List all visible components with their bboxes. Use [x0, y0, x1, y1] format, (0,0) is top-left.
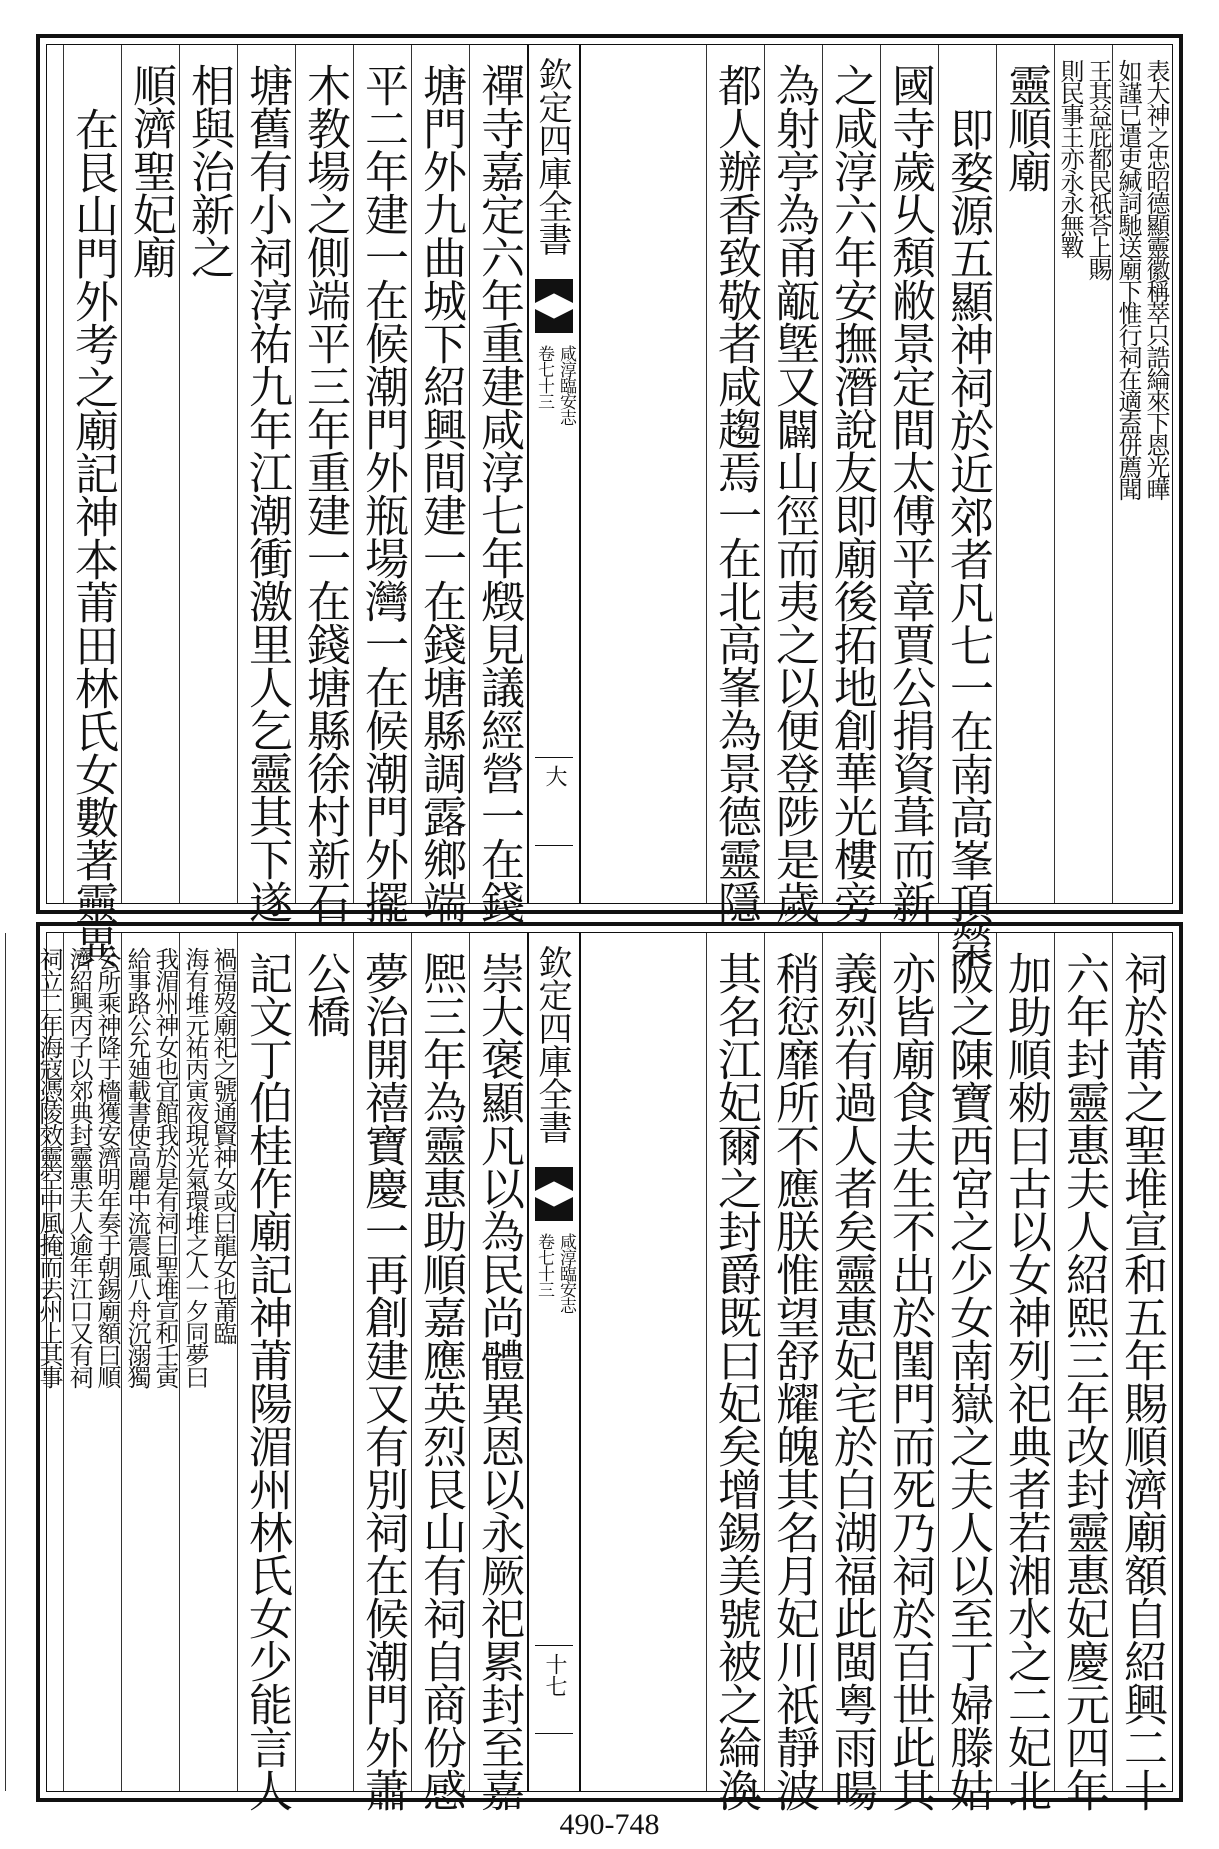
annotation-line: 王其益庇都民祇荅上賜: [1084, 59, 1112, 279]
text-column: [1112, 45, 1170, 903]
text-line: 祠於莆之聖堆宣和五年賜順濟廟額自紹興二十: [1116, 951, 1167, 1811]
text-column: [996, 45, 1054, 903]
text-line: 為射亭為甬甋墍又闢山徑而夷之以便登陟是歲: [768, 63, 819, 923]
top-page-inner-border: [46, 44, 1173, 967]
bottom-page-frame: [35, 922, 1183, 1811]
text-line: 其名江妃爾之封爵既曰妃矣增錫美號被之綸渙: [710, 951, 761, 1811]
annotation-line: 禍福歿廟祀之號通賢神女或曰龍女也莆臨: [209, 947, 237, 1343]
text-column: [179, 933, 237, 1791]
text-line: 稍愆靡所不應朕惟望舒耀魄其名月妃川祇靜波: [768, 951, 819, 1811]
text-column: [469, 45, 527, 923]
text-line: 六年封靈惠夫人紹熙三年改封靈惠妃慶元四年: [1058, 951, 1109, 1811]
fish-tail-mark-icon: [535, 279, 573, 303]
text-line: 即婺源五顯神祠於近郊者凡七一在南高峯頂榮: [942, 107, 993, 967]
text-line: 加助順勑曰古以女神列祀典者若湘水之二妃北: [1000, 951, 1051, 1811]
book-title: 欽定四庫全書: [532, 945, 572, 1143]
text-column: [295, 933, 353, 1791]
bottom-page-inner-border: [35, 932, 1173, 1811]
text-column: [1112, 933, 1170, 1811]
text-column: [63, 45, 121, 967]
text-line: 都人辦香致敬者咸趨焉一在北高峯為景德靈隱: [710, 63, 761, 923]
text-column: [469, 933, 527, 1811]
volume-title: 咸淳臨安志: [556, 345, 576, 425]
volume-title: 咸淳臨安志: [556, 1233, 576, 1313]
text-column: [121, 933, 179, 1791]
text-column: [1054, 45, 1112, 903]
text-line: 阪之陳寶西宮之少女南嶽之夫人以至丁婦滕姑: [942, 951, 993, 1811]
text-column: [353, 933, 411, 1811]
text-column: [764, 45, 822, 923]
annotation-line: 公所乘神降于檣獲安濟明年奏于朝錫廟額曰順: [93, 947, 121, 1387]
page-number-rule: [535, 845, 573, 846]
annotation-line: 如謹已遣吏緘詞馳送廟下惟行祠在適盍併薦聞: [1114, 59, 1142, 499]
text-column: [822, 45, 880, 923]
text-column: [938, 933, 996, 1811]
annotation-line: 給事路公允廸載書使高麗中流震風八舟沉溺獨: [123, 947, 151, 1387]
text-column: [353, 45, 411, 923]
text-column: [237, 45, 295, 923]
text-column: [5, 933, 63, 1791]
bottom-center-heading-strip: [527, 933, 581, 1791]
top-page-frame: [36, 34, 1183, 967]
volume-number: 卷七十三: [534, 345, 554, 409]
annotation-line: 表大神之忠昭德顯靈徽稱萃只誥綸來下恩光曄: [1142, 59, 1170, 499]
text-line: 記文丁伯桂作廟記神莆陽湄州林氏女少能言人: [241, 951, 292, 1811]
annotation-line: 我湄州神女也宜館我於是有祠曰聖堆宣和壬寅: [151, 947, 179, 1387]
fish-tail-mark-icon: [535, 309, 573, 333]
page-footer-number: 490-748: [559, 1808, 660, 1841]
text-line: 相與治新之: [183, 63, 234, 278]
text-column: [411, 933, 469, 1811]
text-line: 在艮山門外考之廟記神本莆田林氏女數著靈異: [67, 107, 118, 967]
text-line: 國寺歲乆頽敝景定間太傅平章賈公捐資葺而新: [884, 63, 935, 923]
text-column: [822, 933, 880, 1811]
text-column: [996, 933, 1054, 1811]
text-line: 熈三年為靈惠助順嘉應英烈艮山有祠自商份感: [415, 951, 466, 1811]
text-line: 順濟聖妃廟: [125, 63, 176, 278]
annotation-line: 海有堆元祐丙寅夜現光氣環堆之人一夕同夢曰: [181, 947, 209, 1387]
text-line: 之咸淳六年安撫潛說友即廟後拓地創華光樓旁: [826, 63, 877, 923]
book-title: 欽定四庫全書: [532, 57, 572, 255]
text-line: 義烈有過人者矣靈惠妃宅於白湖福此閩粤雨暘: [826, 951, 877, 1811]
page-number-rule: [535, 1645, 573, 1646]
annotation-line: 則民事王亦永永無斁: [1056, 59, 1084, 257]
text-column: [880, 45, 938, 923]
text-column: [295, 45, 353, 923]
text-line: 塘舊有小祠淳祐九年江潮衝激里人乞靈其下遂: [241, 63, 292, 923]
text-column: [764, 933, 822, 1811]
page-number-rule: [535, 757, 573, 758]
text-column: [706, 45, 764, 923]
text-line: 崇大褒顯凡以為民尚體異恩以永厥祀累封至嘉: [473, 951, 524, 1811]
text-line: 平二年建一在候潮門外瓶場灣一在候潮門外擺: [357, 63, 408, 923]
top-center-heading-strip: [527, 45, 581, 903]
text-column: [237, 933, 295, 1811]
text-column: [121, 45, 179, 903]
volume-number: 卷七十三: [534, 1233, 554, 1297]
text-column: [706, 933, 764, 1811]
leaf-number: 十七: [542, 1653, 567, 1697]
page-number-rule: [535, 1733, 573, 1734]
text-line: 公橋: [299, 951, 350, 1037]
text-column: [179, 45, 237, 903]
text-column: [880, 933, 938, 1811]
text-line: 靈順廟: [1000, 63, 1051, 192]
text-line: 夢治開禧寶慶一再創建又有別祠在候潮門外蕭: [357, 951, 408, 1811]
annotation-line: 濟紹興丙子以郊典封靈惠夫人逾年江口又有祠: [65, 947, 93, 1387]
text-line: 塘門外九曲城下紹興間建一在錢塘縣調露鄉端: [415, 63, 466, 923]
text-column: [411, 45, 469, 923]
fish-tail-mark-icon: [535, 1167, 573, 1191]
leaf-number: 大: [542, 765, 567, 787]
annotation-line: 祠立二年海寇憑陵效靈空中風掩而去州上其事: [35, 947, 63, 1387]
fish-tail-mark-icon: [535, 1197, 573, 1221]
text-column: [63, 933, 121, 1791]
text-line: 木教場之側端平三年重建一在錢塘縣徐村新石: [299, 63, 350, 923]
text-column: [1054, 933, 1112, 1811]
text-column: [938, 45, 996, 967]
text-line: 亦皆廟食夫生不出於閨門而死乃祠於百世此其: [884, 951, 935, 1811]
text-line: 禪寺嘉定六年重建咸淳七年燬見議經營一在錢: [473, 63, 524, 923]
